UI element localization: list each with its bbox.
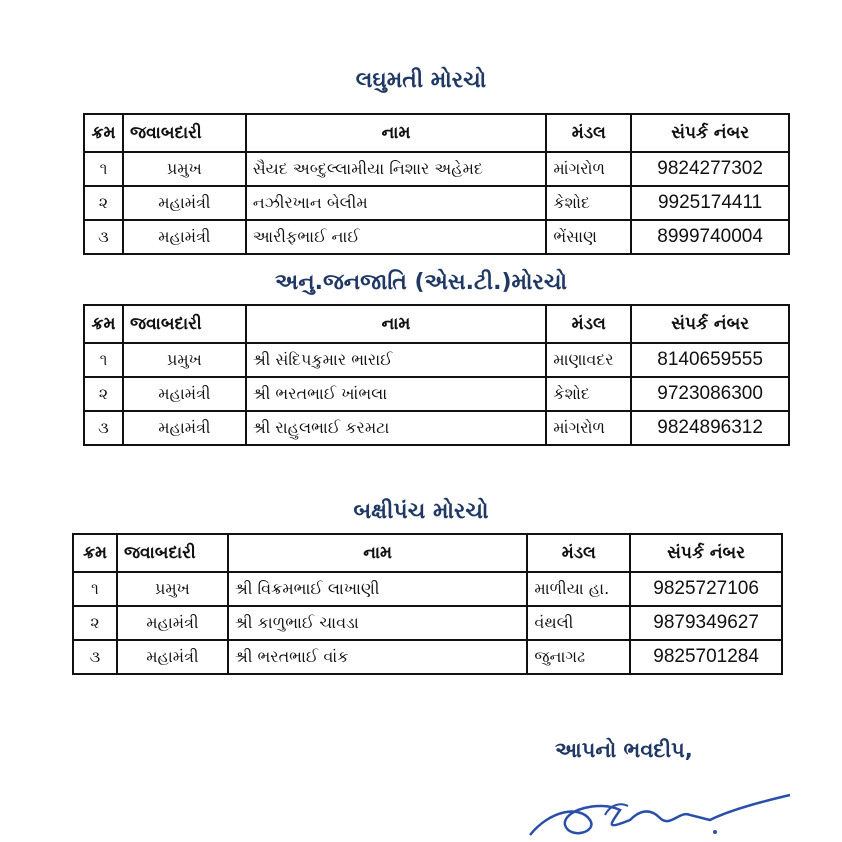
table-row bbox=[84, 220, 789, 254]
column-header: ક્રમ bbox=[73, 534, 117, 572]
contact-number: 8140659555 bbox=[631, 343, 789, 377]
contact-number: 9925174411 bbox=[631, 186, 789, 220]
serial-number: ૧ bbox=[84, 343, 123, 377]
mandal: કેશોદ bbox=[546, 377, 631, 411]
table-row bbox=[84, 343, 789, 377]
table-row bbox=[73, 572, 782, 606]
serial-number: ૨ bbox=[84, 377, 123, 411]
serial-number: ૩ bbox=[84, 220, 123, 254]
column-header: નામ bbox=[246, 114, 547, 152]
column-header: ક્રમ bbox=[84, 305, 123, 343]
contact-number: 9879349627 bbox=[630, 606, 782, 640]
serial-number: ૩ bbox=[73, 640, 117, 674]
serial-number: ૧ bbox=[73, 572, 117, 606]
member-name: નઝીરખાન બેલીમ bbox=[246, 186, 547, 220]
column-header: સંપર્ક નંબર bbox=[631, 114, 789, 152]
member-name: શ્રી કાળુભાઈ ચાવડા bbox=[228, 606, 528, 640]
column-header: સંપર્ક નંબર bbox=[630, 534, 782, 572]
column-header: જવાબદારી bbox=[117, 534, 228, 572]
serial-number: ૨ bbox=[73, 606, 117, 640]
column-header: ક્રમ bbox=[84, 114, 123, 152]
mandal: માળીયા હા. bbox=[527, 572, 630, 606]
table-header-row bbox=[84, 305, 789, 343]
mandal: ભેંસાણ bbox=[546, 220, 631, 254]
column-header: સંપર્ક નંબર bbox=[631, 305, 789, 343]
member-name: શ્રી વિક્રમભાઈ લાખાણી bbox=[228, 572, 528, 606]
table-header-row bbox=[84, 114, 789, 152]
role: મહામંત્રી bbox=[123, 220, 246, 254]
table-row bbox=[84, 377, 789, 411]
mandal: જુનાગઢ bbox=[527, 640, 630, 674]
column-header: મંડલ bbox=[546, 305, 631, 343]
table-row bbox=[84, 411, 789, 445]
mandal: વંથલી bbox=[527, 606, 630, 640]
member-name: શ્રી સંદિપકુમાર ભારાઈ bbox=[246, 343, 547, 377]
table-row bbox=[73, 640, 782, 674]
column-header: નામ bbox=[246, 305, 547, 343]
role: પ્રમુખ bbox=[123, 343, 246, 377]
contact-number: 9825727106 bbox=[630, 572, 782, 606]
obc-morcha-table bbox=[72, 533, 783, 675]
role: મહામંત્રી bbox=[117, 640, 228, 674]
column-header: મંડલ bbox=[527, 534, 630, 572]
mandal: માણાવદર bbox=[546, 343, 631, 377]
table-row bbox=[84, 186, 789, 220]
role: મહામંત્રી bbox=[117, 606, 228, 640]
serial-number: ૧ bbox=[84, 152, 123, 186]
minority-morcha-table bbox=[83, 113, 790, 255]
column-header: જવાબદારી bbox=[123, 305, 246, 343]
signature-icon bbox=[510, 780, 810, 842]
column-header: મંડલ bbox=[546, 114, 631, 152]
role: મહામંત્રી bbox=[123, 411, 246, 445]
column-header: જવાબદારી bbox=[123, 114, 246, 152]
section-title: લઘુમતી મોરચો bbox=[355, 68, 487, 93]
section-title: બક્ષીપંચ મોરચો bbox=[353, 499, 489, 524]
member-name: સૈયદ અબ્દુલ્લામીયા નિશાર અહેમદ bbox=[246, 152, 547, 186]
role: પ્રમુખ bbox=[123, 152, 246, 186]
serial-number: ૩ bbox=[84, 411, 123, 445]
role: મહામંત્રી bbox=[123, 377, 246, 411]
table-row bbox=[73, 606, 782, 640]
st-morcha-table bbox=[83, 304, 790, 446]
contact-number: 9824896312 bbox=[631, 411, 789, 445]
member-name: શ્રી રાહુલભાઈ કરમટા bbox=[246, 411, 547, 445]
contact-number: 9824277302 bbox=[631, 152, 789, 186]
member-name: શ્રી ભરતભાઈ વાંક bbox=[228, 640, 528, 674]
section-title: અનુ.જનજાતિ (એસ.ટી.)મોરચો bbox=[274, 270, 568, 295]
contact-number: 9723086300 bbox=[631, 377, 789, 411]
serial-number: ૨ bbox=[84, 186, 123, 220]
mandal: કેશોદ bbox=[546, 186, 631, 220]
contact-number: 8999740004 bbox=[631, 220, 789, 254]
role: પ્રમુખ bbox=[117, 572, 228, 606]
member-name: શ્રી ભરતભાઈ ખાંભલા bbox=[246, 377, 547, 411]
table-row bbox=[84, 152, 789, 186]
role: મહામંત્રી bbox=[123, 186, 246, 220]
contact-number: 9825701284 bbox=[630, 640, 782, 674]
column-header: નામ bbox=[228, 534, 528, 572]
closing-text: આપનો ભવદીપ, bbox=[555, 738, 693, 762]
member-name: આરીફભાઈ નાઈ bbox=[246, 220, 547, 254]
table-header-row bbox=[73, 534, 782, 572]
mandal: માંગરોળ bbox=[546, 152, 631, 186]
mandal: માંગરોળ bbox=[546, 411, 631, 445]
